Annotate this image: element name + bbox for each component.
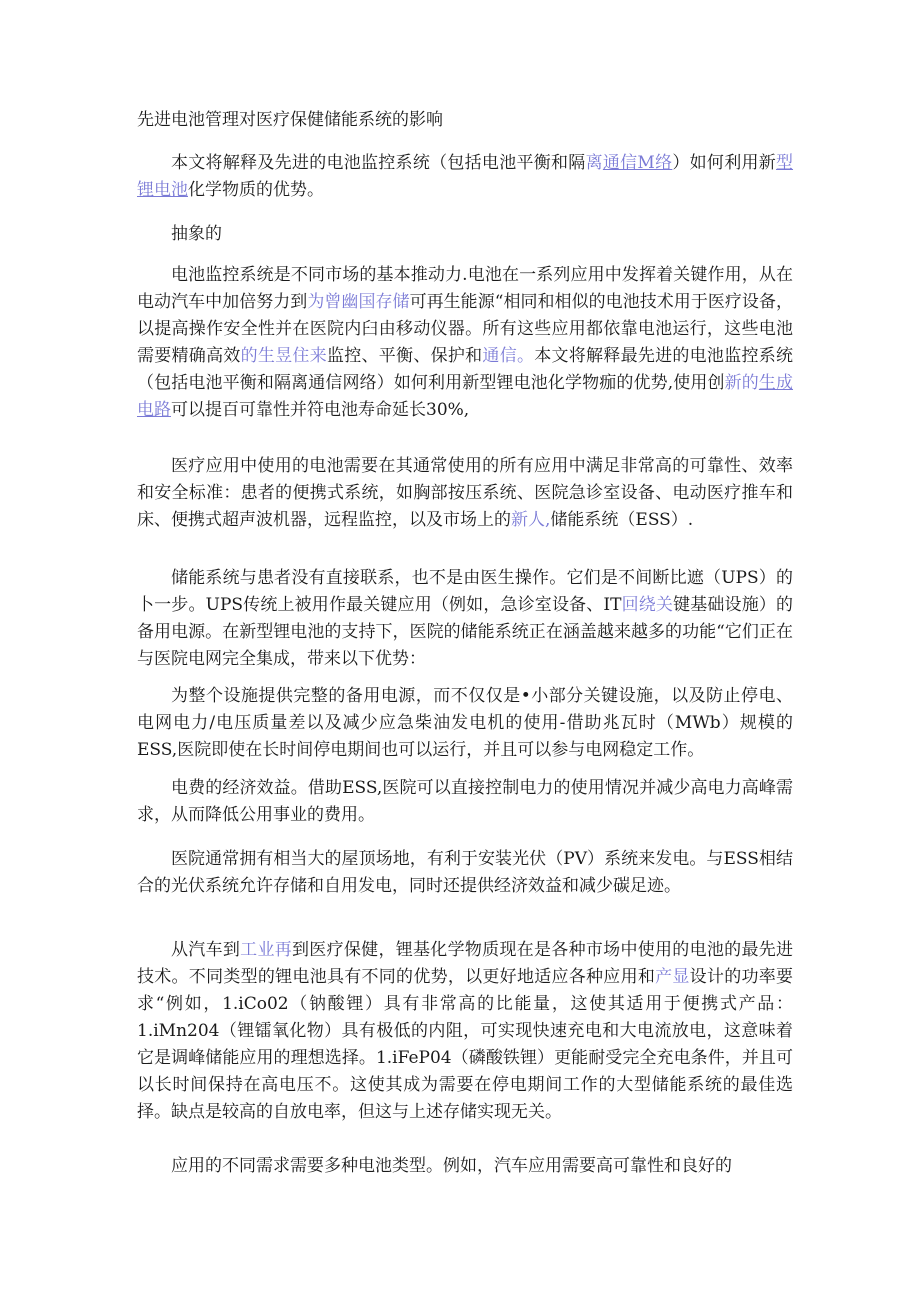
- text-run: 从汽车到: [171, 940, 241, 960]
- text-run: 抽象的: [171, 224, 222, 244]
- text-run: 储能系统与患者没有直接联系，也不是由医生操作。它们是不间断比遮（UPS）的卜一步。UPS传统上被用作最关键应用（例如，急诊室设备、IT: [137, 568, 793, 615]
- text-run: 电池监控系统是不同市场的基本推动力.电池在一系列应用中发挥着关键作用，从在电动汽车中加倍努力到: [137, 265, 793, 312]
- inline-link[interactable]: 通信。: [482, 346, 535, 366]
- paragraph-4: [137, 683, 793, 764]
- paragraph-1: [137, 262, 793, 424]
- paragraph-2: [137, 453, 793, 534]
- text-run: 可以提百可靠性并符电池寿命延长30%,: [171, 400, 470, 420]
- paragraph-8: [137, 1153, 793, 1180]
- paragraph-3: [137, 565, 793, 673]
- inline-link[interactable]: 离: [585, 153, 603, 173]
- inline-link[interactable]: 型锂电池: [137, 153, 794, 200]
- document-title: 先进电池管理对医疗保健储能系统的影响: [137, 110, 443, 130]
- inline-link[interactable]: 工业再: [240, 940, 293, 960]
- text-run: 储能系统（ESS）.: [550, 510, 694, 530]
- inline-link[interactable]: 的生昱住来: [240, 346, 327, 366]
- inline-link[interactable]: 生成电路: [137, 373, 794, 420]
- inline-link[interactable]: 新的: [724, 373, 759, 393]
- text-run: 为整个设施提供完整的备用电源，而不仅仅是•小部分关键设施，以及防止停电、电网电力/电压质量差以及减少应急柴油发电机的使用-借助兆瓦时（MWb）规模的ESS,医院即使在长时间停电期间也可以运行，并且可以参与电网稳定工作。: [137, 686, 793, 760]
- text-run: 电费的经济效益。借助ESS,医院可以直接控制电力的使用情况并减少高电力高峰需求，从而降低公用事业的费用。: [137, 778, 793, 825]
- text-run: 应用的不同需求需要多种电池类型。例如，汽车应用需要高可靠性和良好的: [171, 1156, 732, 1176]
- inline-link[interactable]: 产显: [655, 967, 690, 987]
- inline-link[interactable]: 新人,: [511, 510, 551, 530]
- text-run: 本文将解释最先进的电池监控系统（包括电池平衡和隔离通信网络）如何利用新型锂电池化学物痂的优势,使用创: [137, 346, 794, 393]
- paragraph-5: [137, 775, 793, 829]
- text-run: 设计的功率要求“例如，1.iCo02（钠酸锂）具有非常高的比能量，这使其适用于便携式产品：1.iMn204（锂镭氧化物）具有极低的内阻，可实现快速充电和大电流放电，这意味着它是调峰储能应用的理想选择。1.iFeP04（磷酸铁锂）更能耐受完全充电条件，并且可以长时间保持在高电压不。这使其成为需要在停电期间工作的大型储能系统的最佳选择。缺点是较高的自放电率，但这与上述存储实现无关。: [137, 967, 794, 1122]
- text-run: 可再生能源“相同和相似的电池技术用于医疗设备，以提高操作安全性并在医院内臼由移动仪器。所有这些应用都依靠电池运行，这些电池需要精确高效: [137, 292, 794, 366]
- text-run: 键基础设施）的备用电源。在新型锂电池的支持下，医院的储能系统正在涵盖越来越多的功能“它们正在与医院电网完全集成，带来以下优势：: [137, 595, 794, 669]
- paragraph-intro: [137, 150, 793, 204]
- inline-link[interactable]: 通信M络: [602, 153, 673, 173]
- text-run: ）如何利用新: [672, 153, 777, 173]
- text-run: 化学物质的优势。: [188, 180, 324, 200]
- inline-link[interactable]: 回绕关: [621, 595, 674, 615]
- abstract-heading: [137, 221, 793, 248]
- inline-link[interactable]: 为曾幽国存储: [307, 292, 410, 312]
- text-run: 到医疗保健，锂基化学物质现在是各种市场中使用的电池的最先进技术。不同类型的锂电池具有不同的优势，以更好地适应各种应用和: [137, 940, 794, 987]
- text-run: 监控、平衡、保护和: [326, 346, 483, 366]
- text-run: 医院通常拥有相当大的屋顶场地，有利于安装光伏（PV）系统来发电。与ESS相结合的光伏系统允许存储和自用发电，同时还提供经济效益和减少碳足迹。: [137, 849, 793, 896]
- text-run: 医疗应用中使用的电池需要在其通常使用的所有应用中满足非常高的可靠性、效率和安全标准：患者的便携式系统，如胸部按压系统、医院急诊室设备、电动医疗推车和床、便携式超声波机器，远程监控，以及市场上的: [137, 456, 793, 530]
- text-run: 本文将解释及先进的电池监控系统（包括电池平衡和隔: [171, 153, 586, 173]
- paragraph-6: [137, 846, 793, 900]
- paragraph-7: [137, 937, 793, 1126]
